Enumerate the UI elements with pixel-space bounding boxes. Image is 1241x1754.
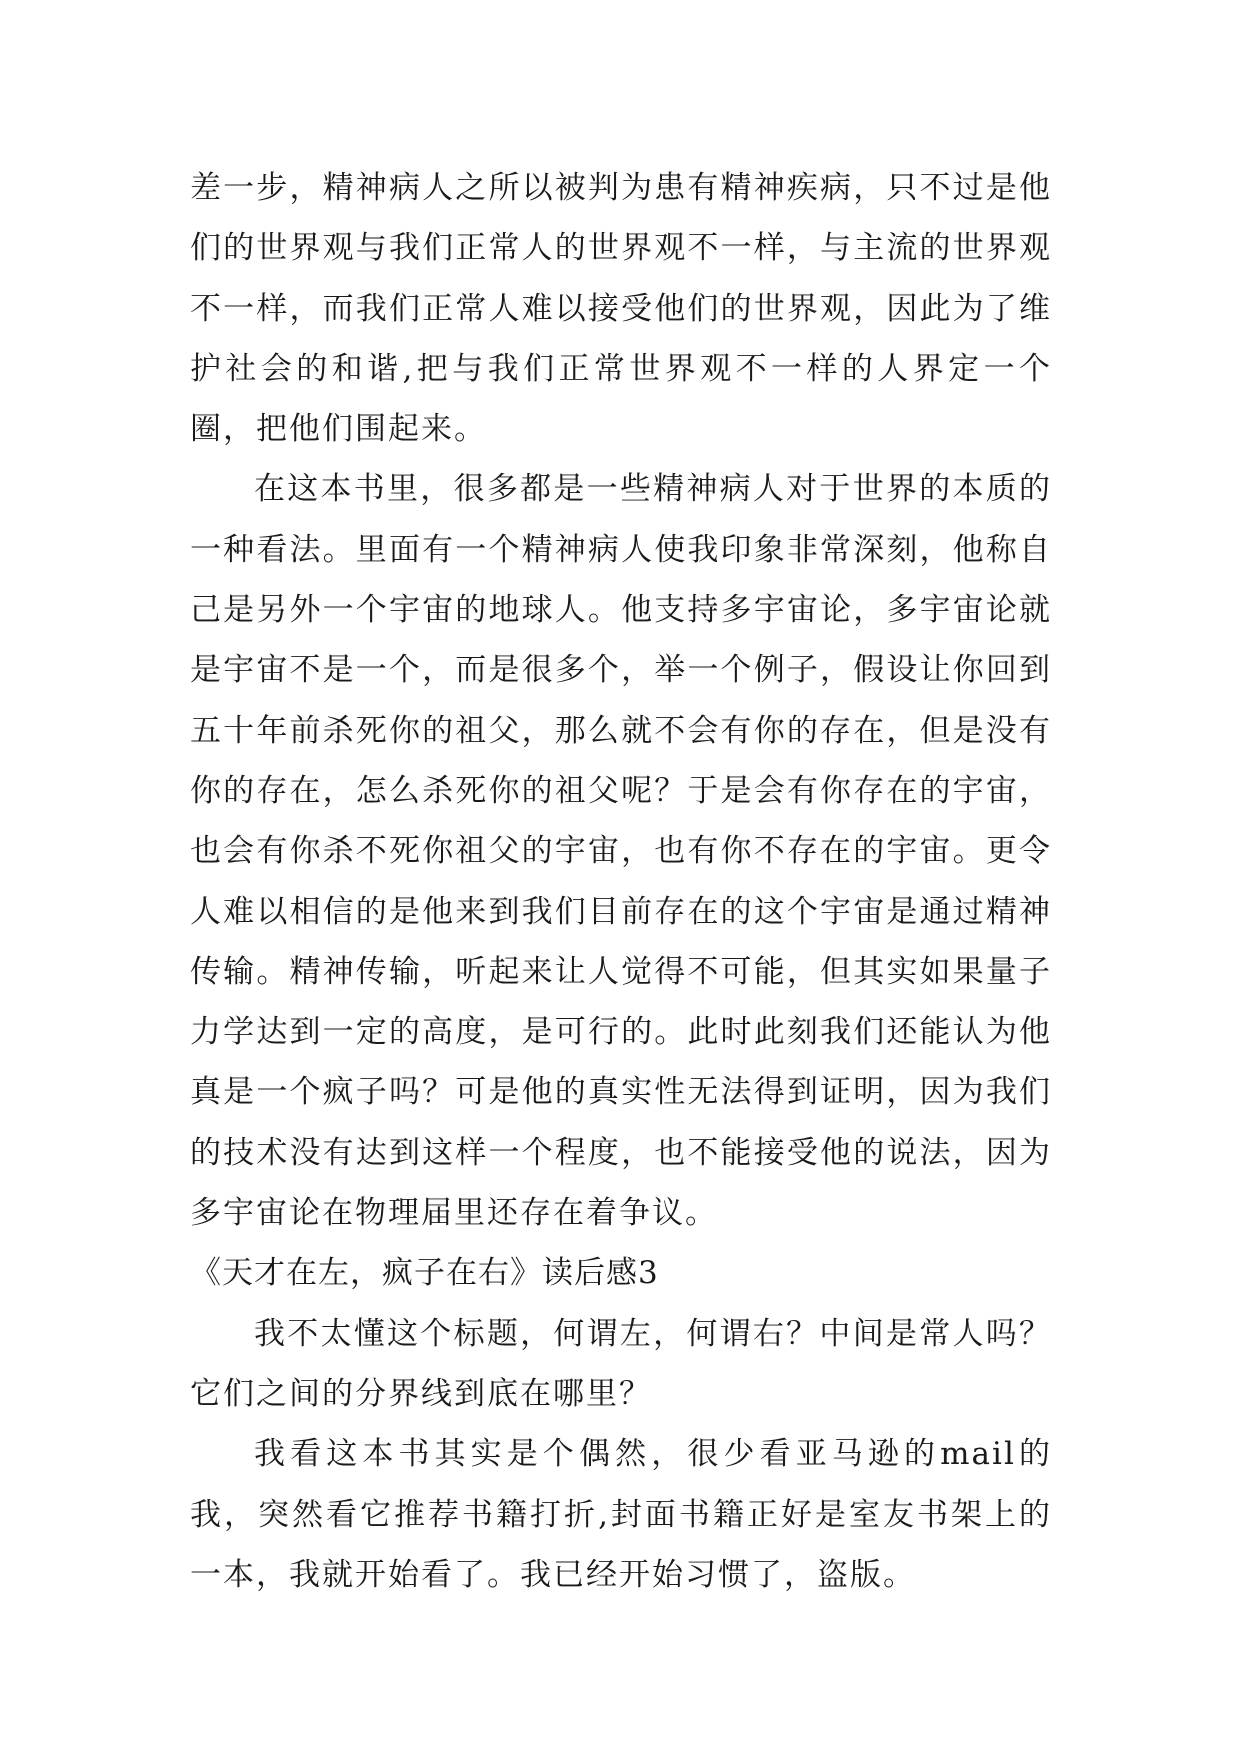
document-body	[190, 158, 1052, 1605]
paragraph-2: 在这本书里，很多都是一些精神病人对于世界的本质的一种看法。里面有一个精神病人使我印象非常深刻，他称自己是另外一个宇宙的地球人。他支持多宇宙论，多宇宙论就是宇宙不是一个，而是很多个，举一个例子，假设让你回到五十年前杀死你的祖父，那么就不会有你的存在，但是没有你的存在，怎么杀死你的祖父呢？于是会有你存在的宇宙，也会有你杀不死你祖父的宇宙，也有你不存在的宇宙。更令人难以相信的是他来到我们目前存在的这个宇宙是通过精神传输。精神传输，听起来让人觉得不可能，但其实如果量子力学达到一定的高度，是可行的。此时此刻我们还能认为他真是一个疯子吗？可是他的真实性无法得到证明，因为我们的技术没有达到这样一个程度，也不能接受他的说法，因为多宇宙论在物理届里还存在着争议。	[190, 471, 1052, 1232]
paragraph-1: 差一步，精神病人之所以被判为患有精神疾病，只不过是他们的世界观与我们正常人的世界观不一样，与主流的世界观不一样，而我们正常人难以接受他们的世界观，因此为了维护社会的和谐,把与我们正常世界观不一样的人界定一个圈，把他们围起来。	[190, 170, 1052, 448]
paragraph-4: 我看这本书其实是个偶然，很少看亚马逊的mail的我，突然看它推荐书籍打折,封面书籍正好是室友书架上的一本，我就开始看了。我已经开始习惯了，盗版。	[190, 1436, 1052, 1593]
paragraph-3: 我不太懂这个标题，何谓左，何谓右？中间是常人吗？它们之间的分界线到底在哪里？	[190, 1315, 1052, 1412]
section-heading: 《天才在左，疯子在右》读后感3	[190, 1255, 659, 1292]
